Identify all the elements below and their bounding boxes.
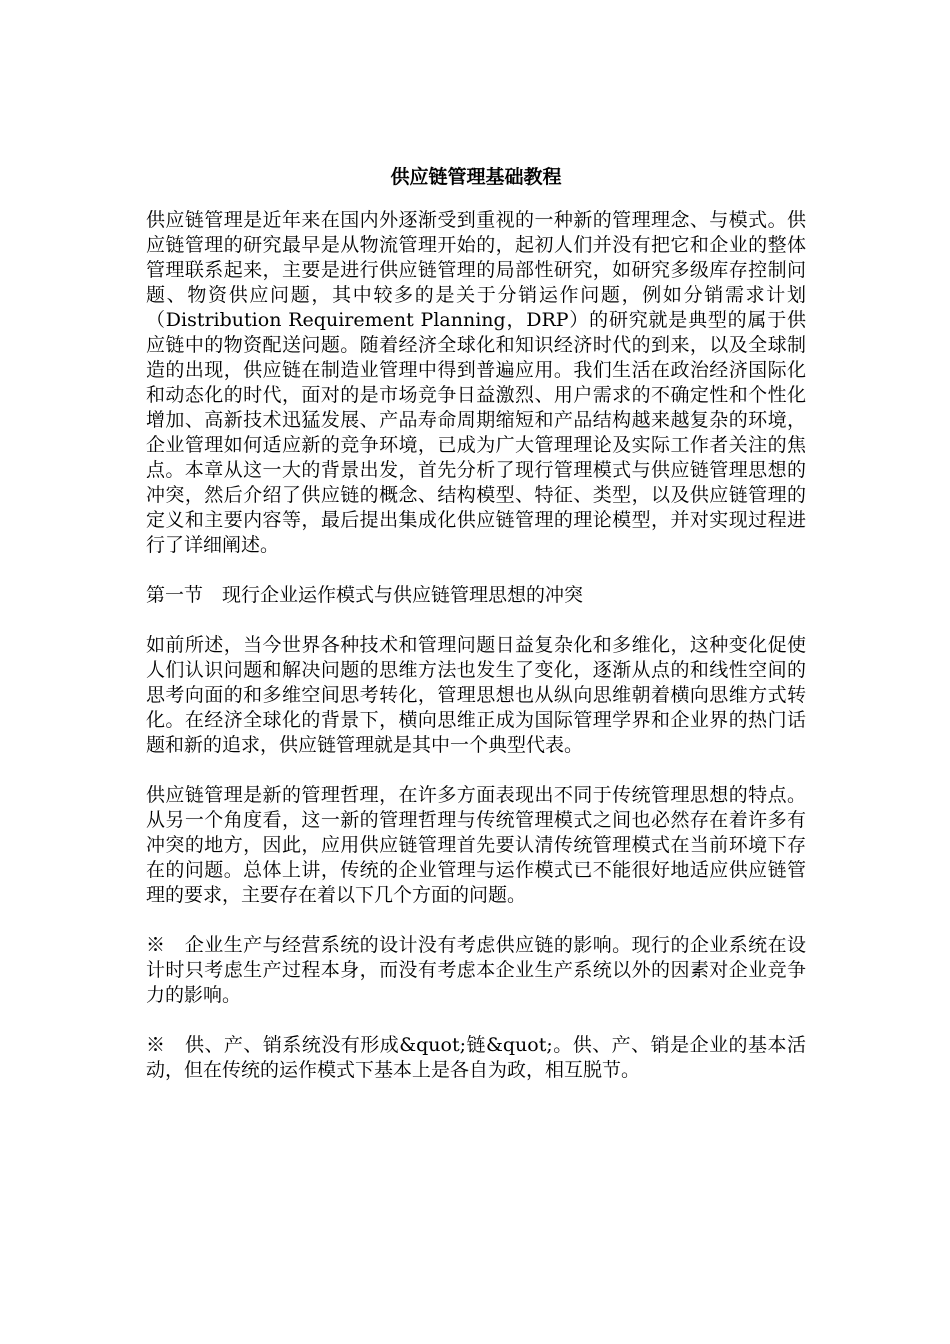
document-body [146,162,806,1083]
bullet-paragraph: ※ 供、产、销系统没有形成&quot;链&quot;。供、产、销是企业的基本活动，但在传统的运作模式下基本上是各自为政，相互脱节。 [146,1034,806,1081]
body-paragraph: 供应链管理是新的管理哲理，在许多方面表现出不同于传统管理思想的特点。从另一个角度看，这一新的管理哲理与传统管理模式之间也必然存在着许多有冲突的地方，因此，应用供应链管理首先要认清传统管理模式在当前环境下存在的问题。总体上讲，传统的企业管理与运作模式已不能很好地适应供应链管理的要求，主要存在着以下几个方面的问题。 [146,784,806,906]
section-heading: 第一节 现行企业运作模式与供应链管理思想的冲突 [146,584,584,606]
paragraph-gap [146,608,806,633]
paragraph-gap [146,1008,806,1033]
paragraph-gap [146,758,806,783]
document-title: 供应链管理基础教程 [390,166,562,188]
paragraph-gap [146,908,806,933]
paragraph-gap [146,558,806,583]
intro-paragraph: 供应链管理是近年来在国内外逐渐受到重视的一种新的管理理念、与模式。供应链管理的研究最早是从物流管理开始的，起初人们并没有把它和企业的整体管理联系起来，主要是进行供应链管理的局部性研究，如研究多级库存控制问题、物资供应问题，其中较多的是关于分销运作问题，例如分销需求计划（Distribution Requirement Planning，DRP）的研究就是典型的属于供应链中的物资配送问题。随着经济全球化和知识经济时代的到来，以及全球制造的出现，供应链在制造业管理中得到普遍应用。我们生活在政治经济国际化和动态化的时代，面对的是市场竞争日益激烈、用户需求的不确定性和个性化增加、高新技术迅猛发展、产品寿命周期缩短和产品结构越来越复杂的环境，企业管理如何适应新的竞争环境，已成为广大管理理论及实际工作者关注的焦点。本章从这一大的背景出发，首先分析了现行管理模式与供应链管理思想的冲突，然后介绍了供应链的概念、结构模型、特征、类型，以及供应链管理的定义和主要内容等，最后提出集成化供应链管理的理论模型，并对实现过程进行了详细阐述。 [146,209,806,556]
body-paragraph: 如前所述，当今世界各种技术和管理问题日益复杂化和多维化，这种变化促使人们认识问题和解决问题的思维方法也发生了变化，逐渐从点的和线性空间的思考向面的和多维空间思考转化，管理思想也从纵向思维朝着横向思维方式转化。在经济全球化的背景下，横向思维正成为国际管理学界和企业界的热门话题和新的追求，供应链管理就是其中一个典型代表。 [146,634,806,756]
bullet-paragraph: ※ 企业生产与经营系统的设计没有考虑供应链的影响。现行的企业系统在设计时只考虑生产过程本身，而没有考虑本企业生产系统以外的因素对企业竞争力的影响。 [146,934,806,1006]
